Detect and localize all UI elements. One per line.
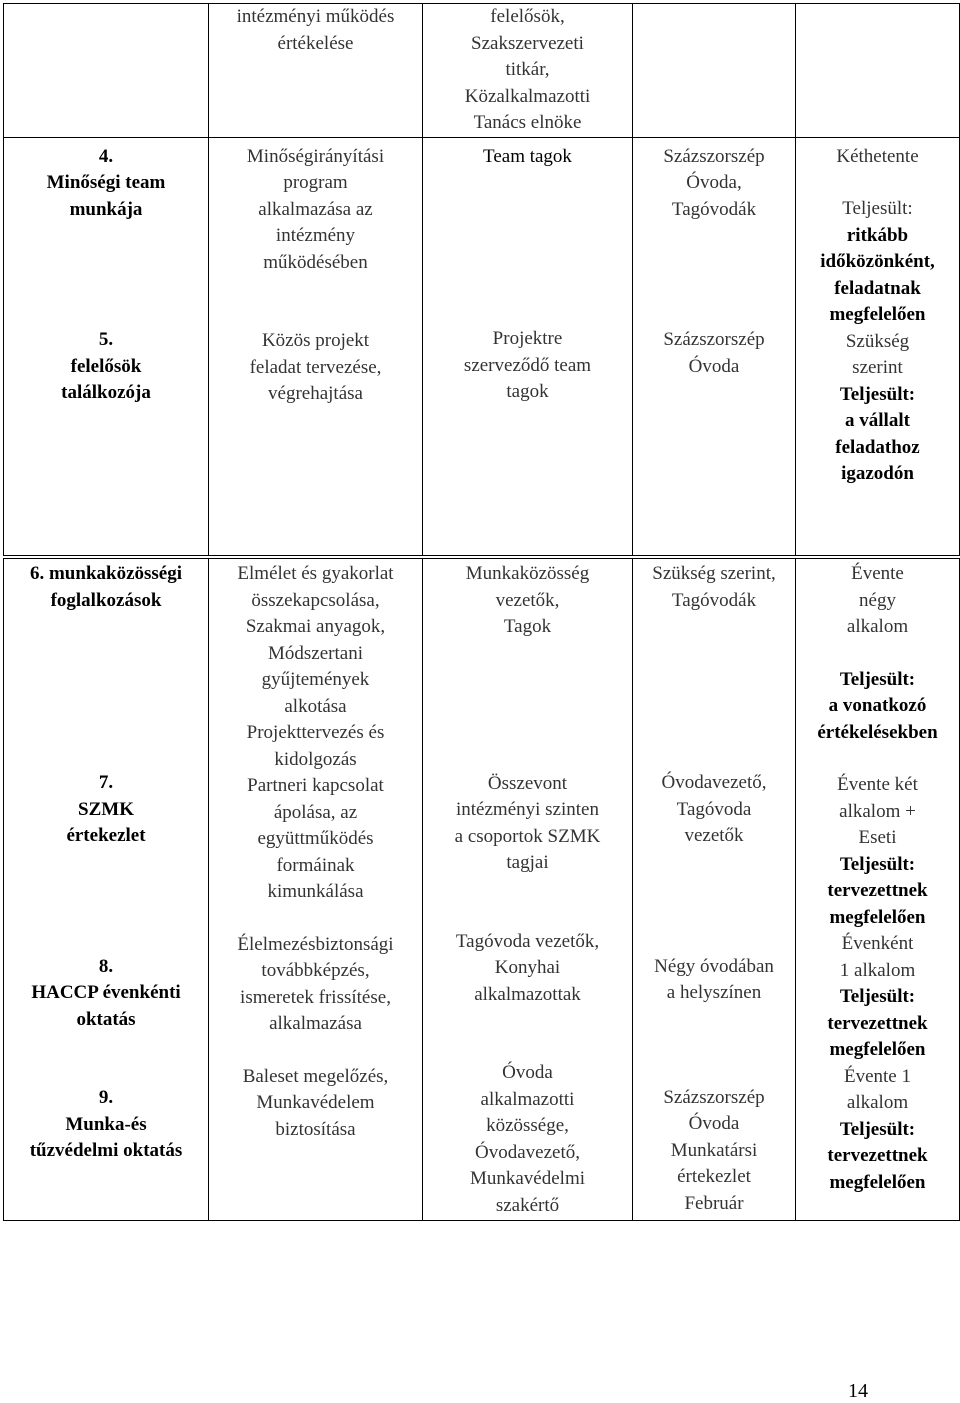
cell-line: a csoportok SZMK: [454, 825, 601, 847]
status-label: Teljesült:: [839, 853, 916, 875]
cell-line: Óvodavezető,: [475, 1141, 580, 1163]
status-detail: tervezettnek: [827, 1145, 928, 1166]
cell-line: Százszorszép: [663, 1086, 765, 1108]
cell-line: Projekttervezés és: [246, 722, 385, 743]
cell-line: felelősök,: [490, 6, 565, 27]
status-detail: megfelelően: [829, 906, 926, 928]
cell-line: alkalom: [846, 616, 909, 637]
cell-line: Eseti: [858, 827, 897, 848]
cell-line: Négy óvodában: [654, 955, 774, 977]
cell-line: értékelése: [277, 32, 354, 54]
cell-line: kimunkálása: [267, 881, 364, 902]
status-label: Teljesült:: [842, 198, 913, 219]
activity-title: foglalkozások: [50, 589, 162, 611]
cell-line: intézményi szinten: [456, 799, 599, 820]
cell-line: Minőségirányítási: [246, 145, 385, 167]
cell-line: Óvodavezető,: [661, 772, 767, 793]
responsible-cell: [423, 559, 633, 1221]
cell-line: Évente: [851, 563, 904, 584]
cell-line: Óvoda,: [686, 172, 742, 193]
status-detail: a vonatkozó: [828, 695, 927, 716]
cell-line: Óvoda: [688, 355, 740, 377]
activity-number: 5.: [98, 329, 114, 350]
cell-line: Százszorszép: [663, 145, 765, 167]
cell-line: Tagóvodák: [671, 589, 757, 611]
cell-line: Tagóvoda vezetők,: [455, 930, 600, 952]
cell-line: Konyhai: [494, 957, 561, 978]
table-row: [4, 4, 960, 138]
responsible-cell: [423, 137, 633, 555]
cell-line: Munkavédelmi: [469, 1168, 586, 1189]
status-label: Teljesült:: [839, 668, 916, 690]
status-label: Teljesült:: [839, 986, 916, 1007]
cell-line: Baleset megelőzés,: [242, 1065, 389, 1087]
plan-table-top: [3, 3, 960, 556]
cell-line: alkalmazása az: [258, 198, 373, 220]
cell-line: Százszorszép: [663, 329, 765, 350]
cell-line: Projektre: [492, 328, 563, 349]
status-detail: tervezettnek: [827, 1012, 928, 1034]
content-cell: [209, 559, 423, 1221]
status-detail: tervezettnek: [827, 880, 928, 901]
cell-line: együttműködés: [257, 828, 374, 849]
activity-title: Minőségi team: [46, 172, 166, 193]
plan-table-bottom: [3, 558, 960, 1221]
cell-line: formáinak: [276, 854, 355, 876]
status-detail: feladathoz: [835, 436, 920, 458]
cell-line: Évente két: [837, 774, 918, 795]
cell-line: Óvoda: [502, 1062, 553, 1083]
location-cell: [633, 137, 796, 555]
activity-number: 8.: [98, 955, 114, 977]
cell-line: intézmény: [275, 225, 356, 246]
cell-line: Team tagok: [483, 145, 572, 167]
cell-line: alkalmazotti: [480, 1088, 575, 1110]
status-label: Teljesült:: [839, 383, 916, 405]
cell-line: összekapcsolása,: [251, 589, 380, 611]
cell-line: szerveződő team: [463, 354, 592, 376]
cell-line: működésében: [263, 251, 368, 273]
cell-line: ápolása, az: [273, 801, 358, 823]
cell-line: négy: [859, 589, 896, 611]
cell-line: Munkaközösség: [465, 563, 590, 584]
status-detail: megfelelően: [829, 1039, 926, 1060]
status-detail: megfelelően: [829, 1171, 926, 1193]
cell-line: vezetők: [684, 825, 744, 846]
cell-line: Szakszervezeti: [471, 32, 584, 54]
table-row: [4, 559, 960, 1221]
cell-line: Közös projekt: [261, 330, 370, 351]
cell-line: intézményi működés: [236, 6, 395, 27]
timing-cell: [796, 137, 960, 555]
cell-line: tagjai: [506, 852, 549, 873]
activity-title: értekezlet: [66, 825, 146, 846]
activity-title: HACCP évenkénti: [31, 982, 181, 1003]
activity-cell: [4, 559, 209, 1221]
cell-line: biztosítása: [275, 1118, 356, 1140]
content-cell: [209, 137, 423, 555]
cell-line: alkalom: [846, 1092, 909, 1113]
cell-line: a helyszínen: [666, 982, 762, 1003]
status-detail: feladatnak: [834, 277, 921, 299]
cell-line: Óvoda: [688, 1113, 740, 1134]
cell-line: ismeretek frissítése,: [240, 986, 391, 1008]
status-detail: ritkább: [846, 224, 909, 246]
cell-line: Február: [684, 1192, 744, 1214]
activity-title: Munka-és: [65, 1113, 147, 1135]
cell-line: Tagok: [503, 616, 552, 637]
table-row: [4, 137, 960, 555]
status-detail: a vállalt: [845, 410, 910, 431]
cell-line: Módszertani: [268, 642, 363, 664]
cell-line: szakértő: [495, 1194, 560, 1216]
timing-cell: [796, 4, 960, 138]
cell-line: Közalkalmazotti: [464, 85, 591, 107]
cell-line: szerint: [852, 357, 903, 378]
cell-line: Munkatársi: [670, 1139, 758, 1161]
location-cell: [633, 4, 796, 138]
cell-line: értekezlet: [677, 1166, 751, 1187]
activity-number: 4.: [98, 145, 114, 167]
timing-cell: [796, 559, 960, 1221]
cell-line: Partneri kapcsolat: [247, 775, 384, 796]
status-detail: értékelésekben: [817, 721, 938, 743]
activity-cell: [4, 137, 209, 555]
page-number: 14: [848, 1380, 868, 1402]
cell-line: alkalom +: [839, 800, 916, 822]
cell-line: Szükség: [845, 330, 910, 352]
activity-number: 9.: [98, 1087, 114, 1108]
activity-number: 7.: [98, 772, 114, 793]
activity-title: munkája: [69, 198, 143, 220]
cell-line: végrehajtása: [268, 383, 363, 404]
cell-line: kidolgozás: [274, 748, 357, 770]
activity-title: tűzvédelmi oktatás: [29, 1140, 183, 1161]
cell-line: Tanács elnöke: [473, 112, 582, 133]
cell-line: Munkavédelem: [256, 1092, 375, 1113]
cell-line: tagok: [506, 381, 549, 402]
cell-line: közössége,: [486, 1115, 569, 1136]
activity-title: oktatás: [76, 1008, 136, 1030]
cell-line: Évenként: [841, 933, 914, 954]
cell-line: alkalmazása: [269, 1013, 362, 1034]
status-label: Teljesült:: [839, 1118, 916, 1140]
activity-cell: [4, 4, 209, 138]
cell-line: titkár,: [505, 59, 550, 80]
cell-line: feladat tervezése,: [249, 356, 382, 378]
cell-line: gyűjtemények: [261, 669, 370, 690]
status-detail: időközönként,: [820, 251, 935, 272]
activity-title: találkozója: [61, 382, 151, 403]
cell-line: Tagóvodák: [671, 198, 757, 220]
cell-line: Szükség szerint,: [652, 563, 776, 584]
cell-line: továbbképzés,: [261, 960, 370, 981]
cell-line: 1 alkalom: [839, 959, 916, 981]
cell-line: alkalmazottak: [474, 983, 581, 1005]
cell-line: alkotása: [284, 695, 347, 717]
status-detail: megfelelően: [829, 304, 926, 325]
cell-line: Kéthetente: [836, 145, 919, 167]
cell-line: Összevont: [487, 772, 568, 794]
location-cell: [633, 559, 796, 1221]
activity-title: 6. munkaközösségi: [29, 563, 183, 584]
activity-title: felelősök: [70, 355, 142, 377]
activity-title: SZMK: [78, 798, 134, 820]
responsible-cell: [423, 4, 633, 138]
cell-line: Elmélet és gyakorlat: [237, 563, 394, 584]
cell-line: Szakmai anyagok,: [245, 616, 386, 637]
status-detail: igazodón: [841, 463, 914, 484]
content-cell: [209, 4, 423, 138]
cell-line: program: [283, 172, 348, 193]
cell-line: Élelmezésbiztonsági: [237, 933, 394, 955]
cell-line: vezetők,: [495, 589, 560, 611]
cell-line: Évente 1: [843, 1065, 911, 1087]
cell-line: Tagóvoda: [676, 798, 752, 820]
